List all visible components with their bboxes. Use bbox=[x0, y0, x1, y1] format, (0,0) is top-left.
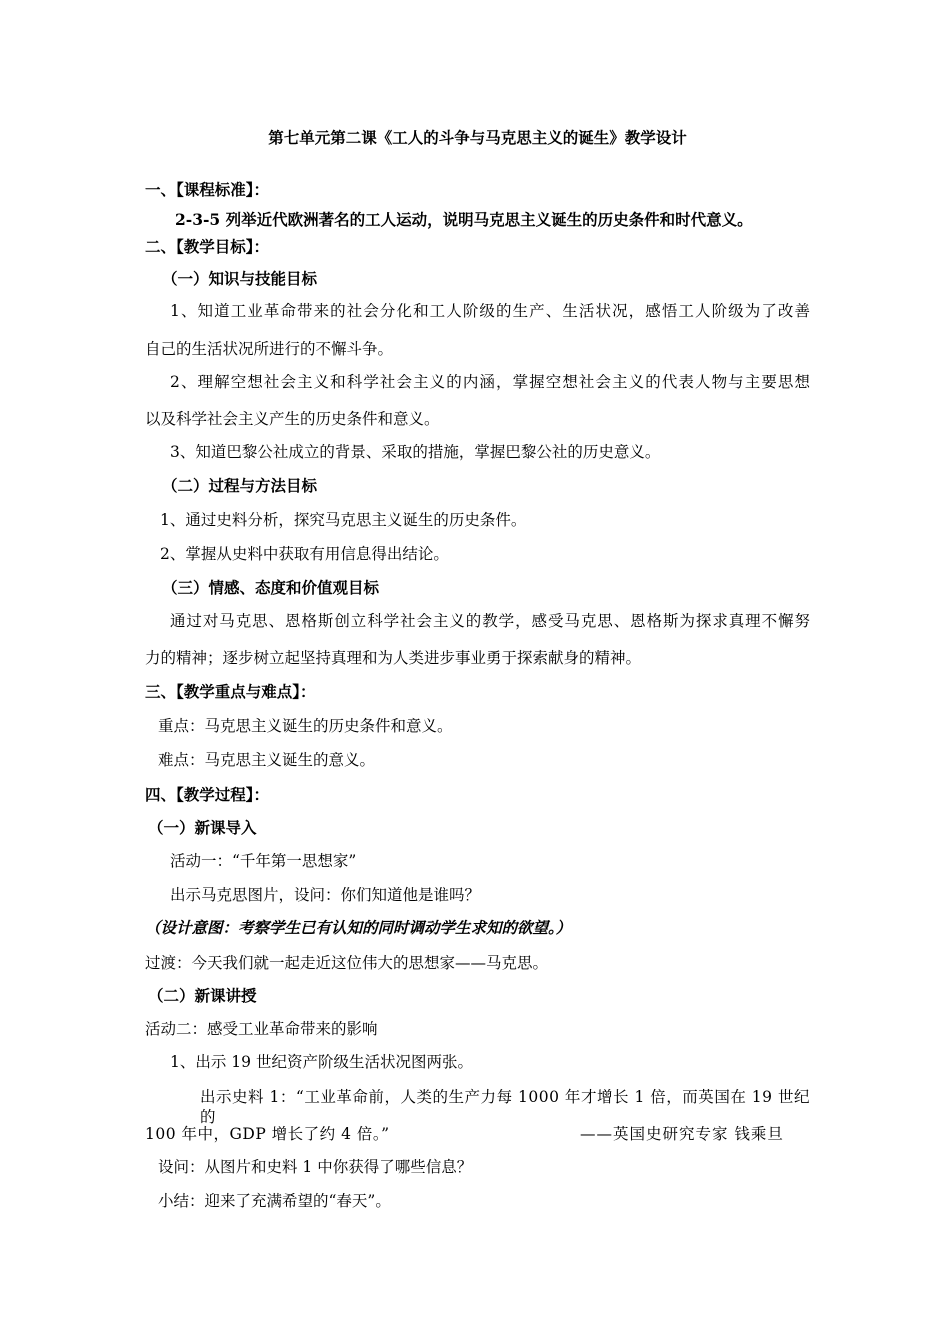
goal-knowledge-2-line2: 以及科学社会主义产生的历史条件和意义。 bbox=[145, 410, 440, 428]
design-intent-1: （设计意图：考察学生已有认知的同时调动学生求知的欲望。） bbox=[145, 918, 572, 937]
transition-text: 过渡：今天我们就一起走近这位伟大的思想家——马克思。 bbox=[145, 954, 549, 972]
page-title: 第七单元第二课《工人的斗争与马克思主义的诞生》教学设计 bbox=[268, 128, 687, 147]
section-heading-standard: 一、【课程标准】： bbox=[145, 180, 270, 199]
goal-knowledge-1-line2: 自己的生活状况所进行的不懈斗争。 bbox=[145, 340, 394, 358]
summary-text: 小结：迎来了充满希望的“春天”。 bbox=[158, 1192, 391, 1210]
goal-knowledge-3: 3、知道巴黎公社成立的背景、采取的措施，掌握巴黎公社的历史意义。 bbox=[170, 443, 661, 461]
section-heading-process: 四、【教学过程】： bbox=[145, 785, 270, 804]
goal-process-2: 2、掌握从史料中获取有用信息得出结论。 bbox=[160, 545, 449, 563]
section-heading-goals: 二、【教学目标】： bbox=[145, 237, 270, 256]
goal-sub-knowledge: （一）知识与技能目标 bbox=[162, 269, 318, 288]
goal-process-1: 1、通过史料分析，探究马克思主义诞生的历史条件。 bbox=[160, 511, 527, 529]
source-1-line1: 出示史料 1：“工业革命前，人类的生产力每 1000 年才增长 1 倍，而英国在 19 世纪的 bbox=[200, 1088, 810, 1126]
process-sub-intro: （一）新课导入 bbox=[148, 818, 257, 837]
goal-emotion-line1: 通过对马克思、恩格斯创立科学社会主义的教学，感受马克思、恩格斯为探求真理不懈努 bbox=[170, 612, 810, 630]
goal-sub-emotion: （三）情感、态度和价值观目标 bbox=[162, 578, 380, 597]
goal-sub-process: （二）过程与方法目标 bbox=[162, 476, 318, 495]
key-point: 重点：马克思主义诞生的历史条件和意义。 bbox=[158, 717, 453, 735]
activity-1: 活动一：“千年第一思想家” bbox=[170, 852, 357, 870]
activity-1-show: 出示马克思图片，设问：你们知道他是谁吗？ bbox=[170, 886, 481, 904]
goal-knowledge-1-line1: 1、知道工业革命带来的社会分化和工人阶级的生产、生活状况，感悟工人阶级为了改善 bbox=[170, 302, 810, 320]
source-1-author: ——英国史研究专家 钱乘旦 bbox=[580, 1125, 784, 1143]
goal-emotion-line2: 力的精神；逐步树立起坚持真理和为人类进步事业勇于探索献身的精神。 bbox=[145, 649, 642, 667]
standard-text: 2-3-5 列举近代欧洲著名的工人运动，说明马克思主义诞生的历史条件和时代意义。 bbox=[175, 210, 753, 229]
process-sub-lecture: （二）新课讲授 bbox=[148, 986, 257, 1005]
question-text: 设问：从图片和史料 1 中你获得了哪些信息？ bbox=[158, 1158, 473, 1176]
difficult-point: 难点：马克思主义诞生的意义。 bbox=[158, 751, 376, 769]
activity-2: 活动二：感受工业革命带来的影响 bbox=[145, 1020, 378, 1038]
source-1-line2: 100 年中，GDP 增长了约 4 倍。” bbox=[145, 1125, 390, 1143]
section-heading-keypoints: 三、【教学重点与难点】： bbox=[145, 682, 316, 701]
goal-knowledge-2-line1: 2、理解空想社会主义和科学社会主义的内涵，掌握空想社会主义的代表人物与主要思想 bbox=[170, 373, 810, 391]
activity-2-step-1: 1、出示 19 世纪资产阶级生活状况图两张。 bbox=[170, 1053, 473, 1071]
